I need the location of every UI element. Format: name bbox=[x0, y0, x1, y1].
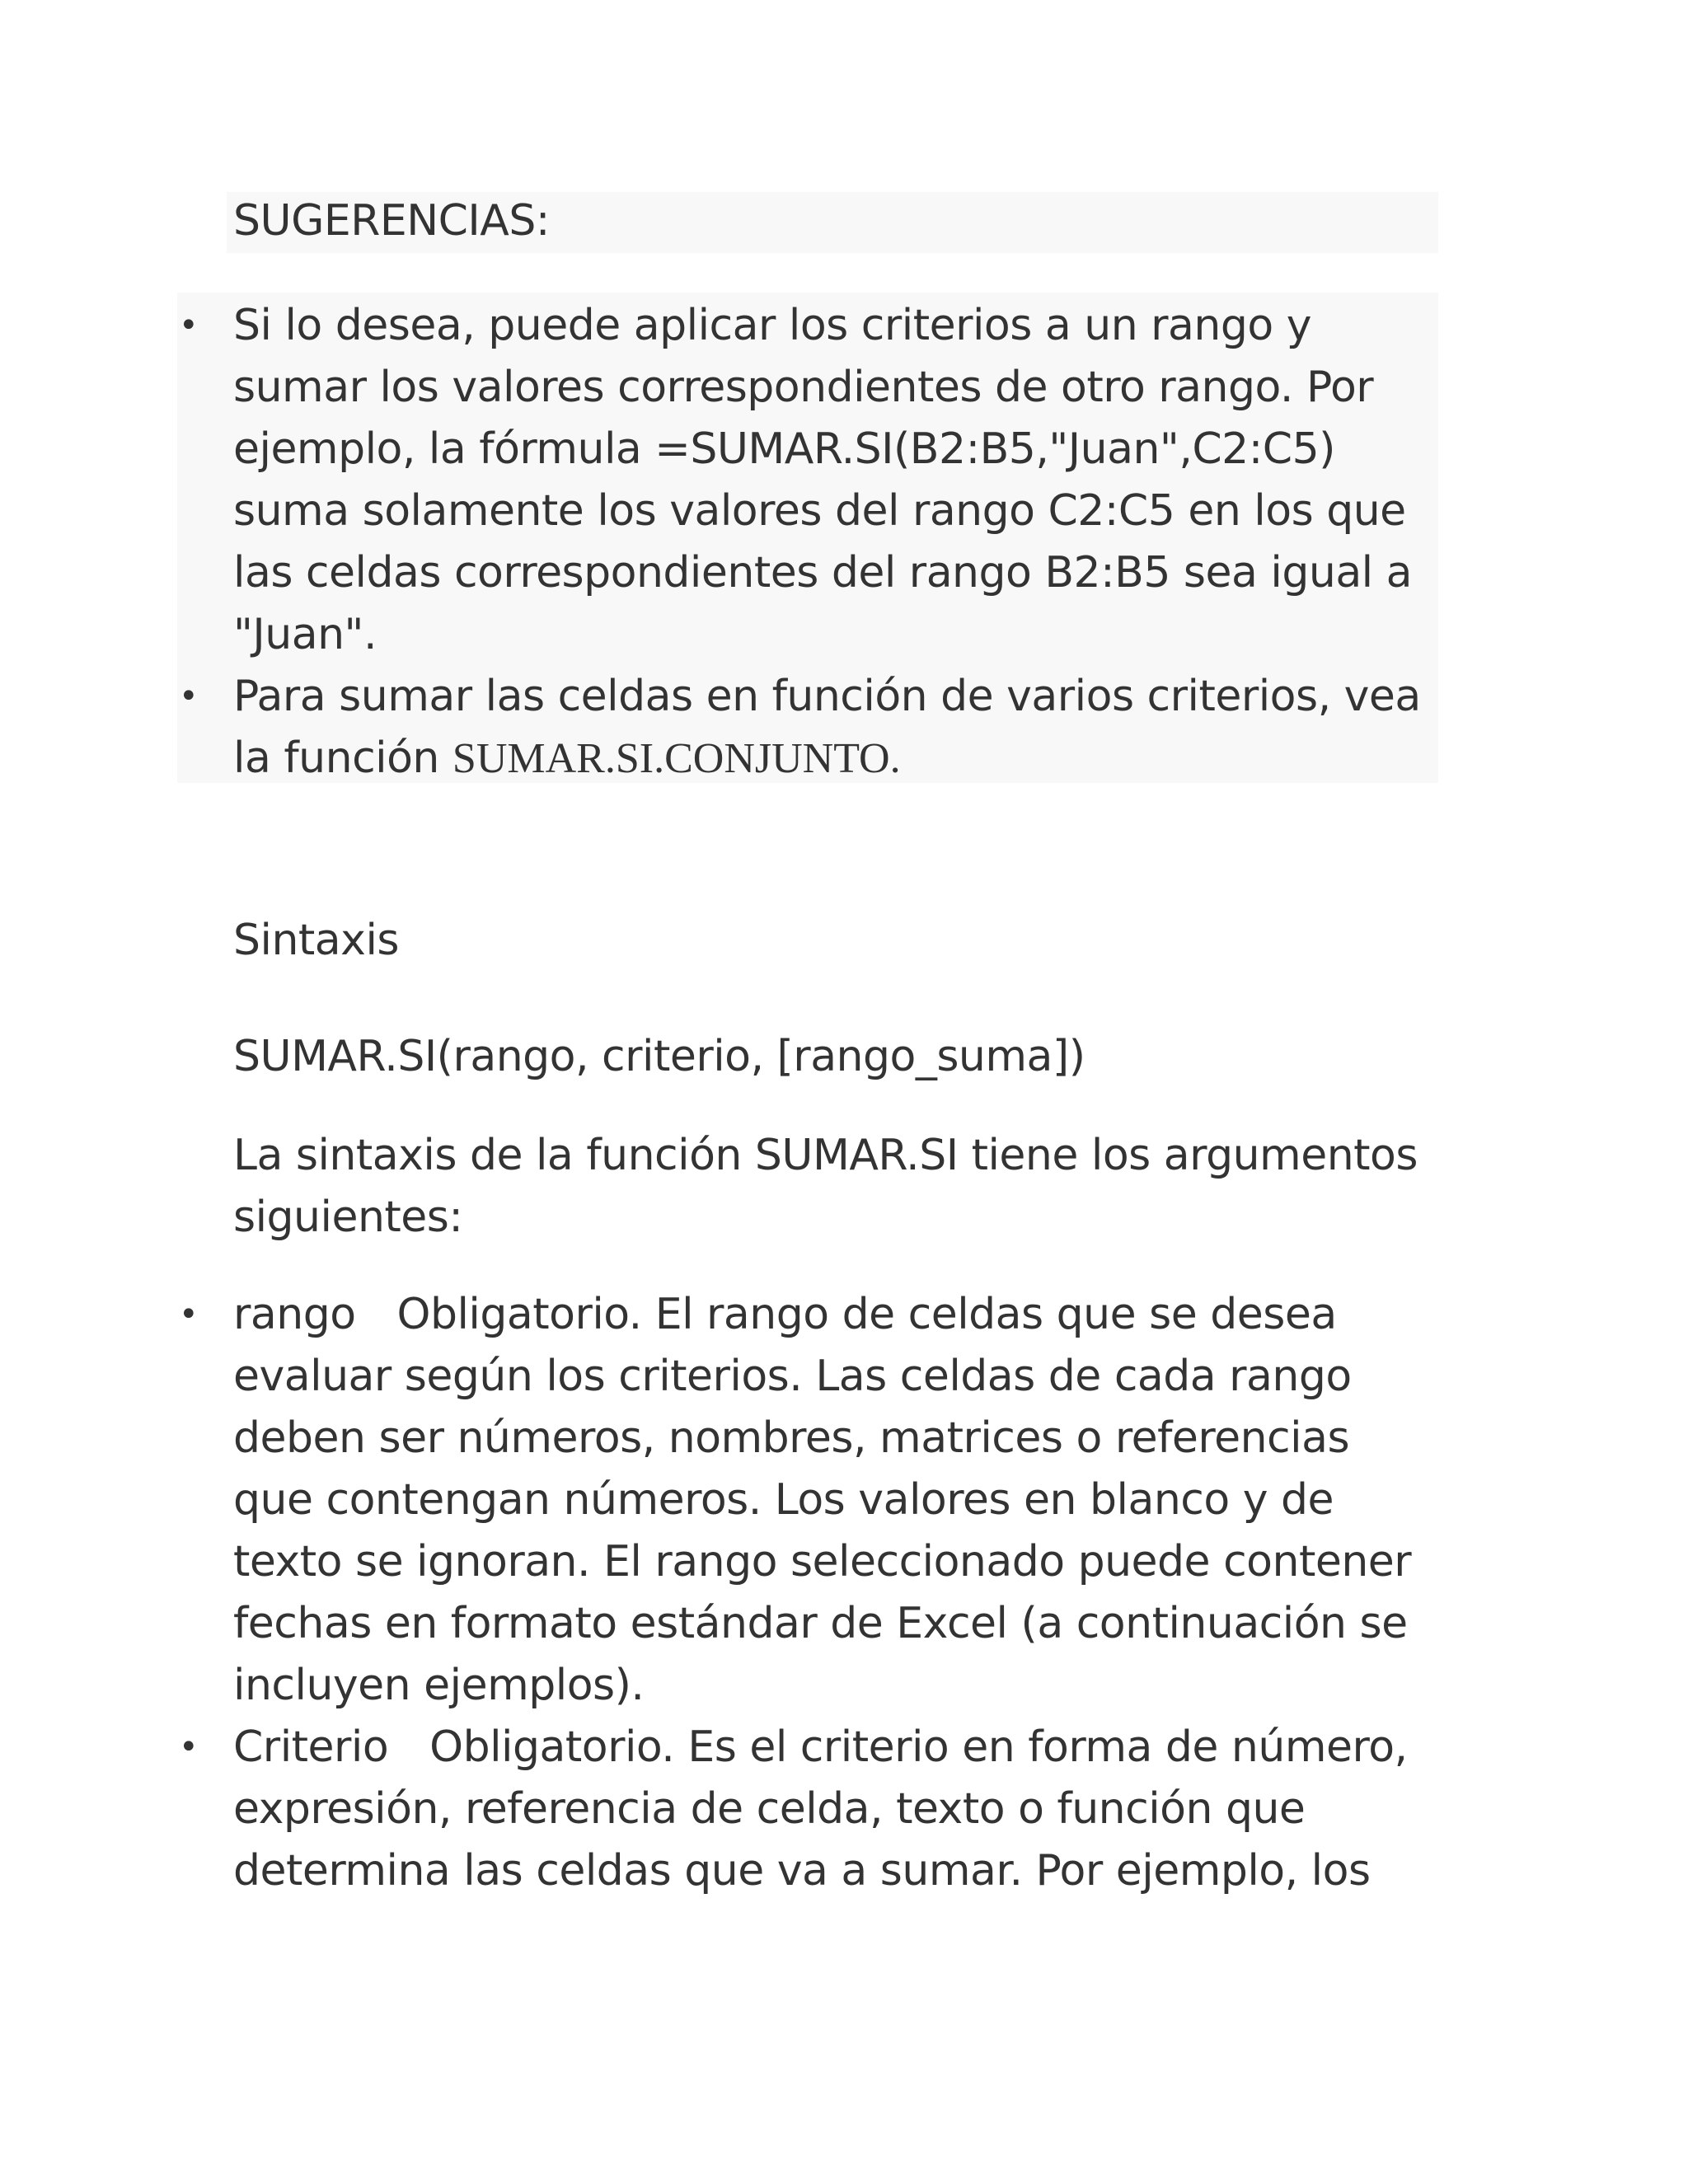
list-item bbox=[179, 666, 1437, 790]
bullet-icon: • bbox=[179, 1296, 199, 1333]
bullet-icon: • bbox=[179, 677, 199, 715]
tip-tail: . bbox=[889, 735, 901, 782]
list-item bbox=[179, 1284, 1437, 1717]
tips-list bbox=[179, 295, 1437, 790]
sumar-si-conjunto-link[interactable]: SUMAR.SI.CONJUNTO bbox=[452, 735, 890, 782]
tips-heading: SUGERENCIAS: bbox=[233, 196, 550, 246]
tip-text: Para sumar las celdas en función de varios criterios, vea la función bbox=[233, 672, 1421, 783]
bullet-icon: • bbox=[179, 1728, 199, 1766]
argument-description: Obligatorio. El rango de celdas que se desea evaluar según los criterios. Las celdas de cada rango deben ser números, nombres, matrices o referencias que contengan números. Los valores en blanco y de texto se ignoran. El rango seleccionado puede contener fechas en formato estándar de Excel (a continuación se incluyen ejemplos). bbox=[233, 1290, 1412, 1710]
tip-text: Si lo desea, puede aplicar los criterios a un rango y sumar los valores correspondientes de otro rango. Por ejemplo, la fórmula =SUMAR.SI(B2:B5,"Juan",C2:C5) suma solamente los valores del rango C2:C5 en los que las celdas correspondientes del rango B2:B5 sea igual a "Juan". bbox=[233, 301, 1413, 659]
syntax-formula: SUMAR.SI(rango, criterio, [rango_suma]) bbox=[233, 1032, 1085, 1081]
bullet-icon: • bbox=[179, 307, 199, 344]
argument-name: Criterio bbox=[233, 1722, 389, 1772]
list-item bbox=[179, 295, 1437, 666]
arguments-list bbox=[179, 1284, 1437, 1902]
list-item bbox=[179, 1717, 1437, 1902]
syntax-intro: La sintaxis de la función SUMAR.SI tiene los argumentos siguientes: bbox=[233, 1131, 1418, 1242]
argument-description: Obligatorio. Es el criterio en forma de número, expresión, referencia de celda, texto o función que determina las celdas que va a sumar. Por ejemplo, los bbox=[233, 1722, 1408, 1896]
syntax-heading: Sintaxis bbox=[233, 916, 399, 965]
argument-name: rango bbox=[233, 1290, 356, 1339]
